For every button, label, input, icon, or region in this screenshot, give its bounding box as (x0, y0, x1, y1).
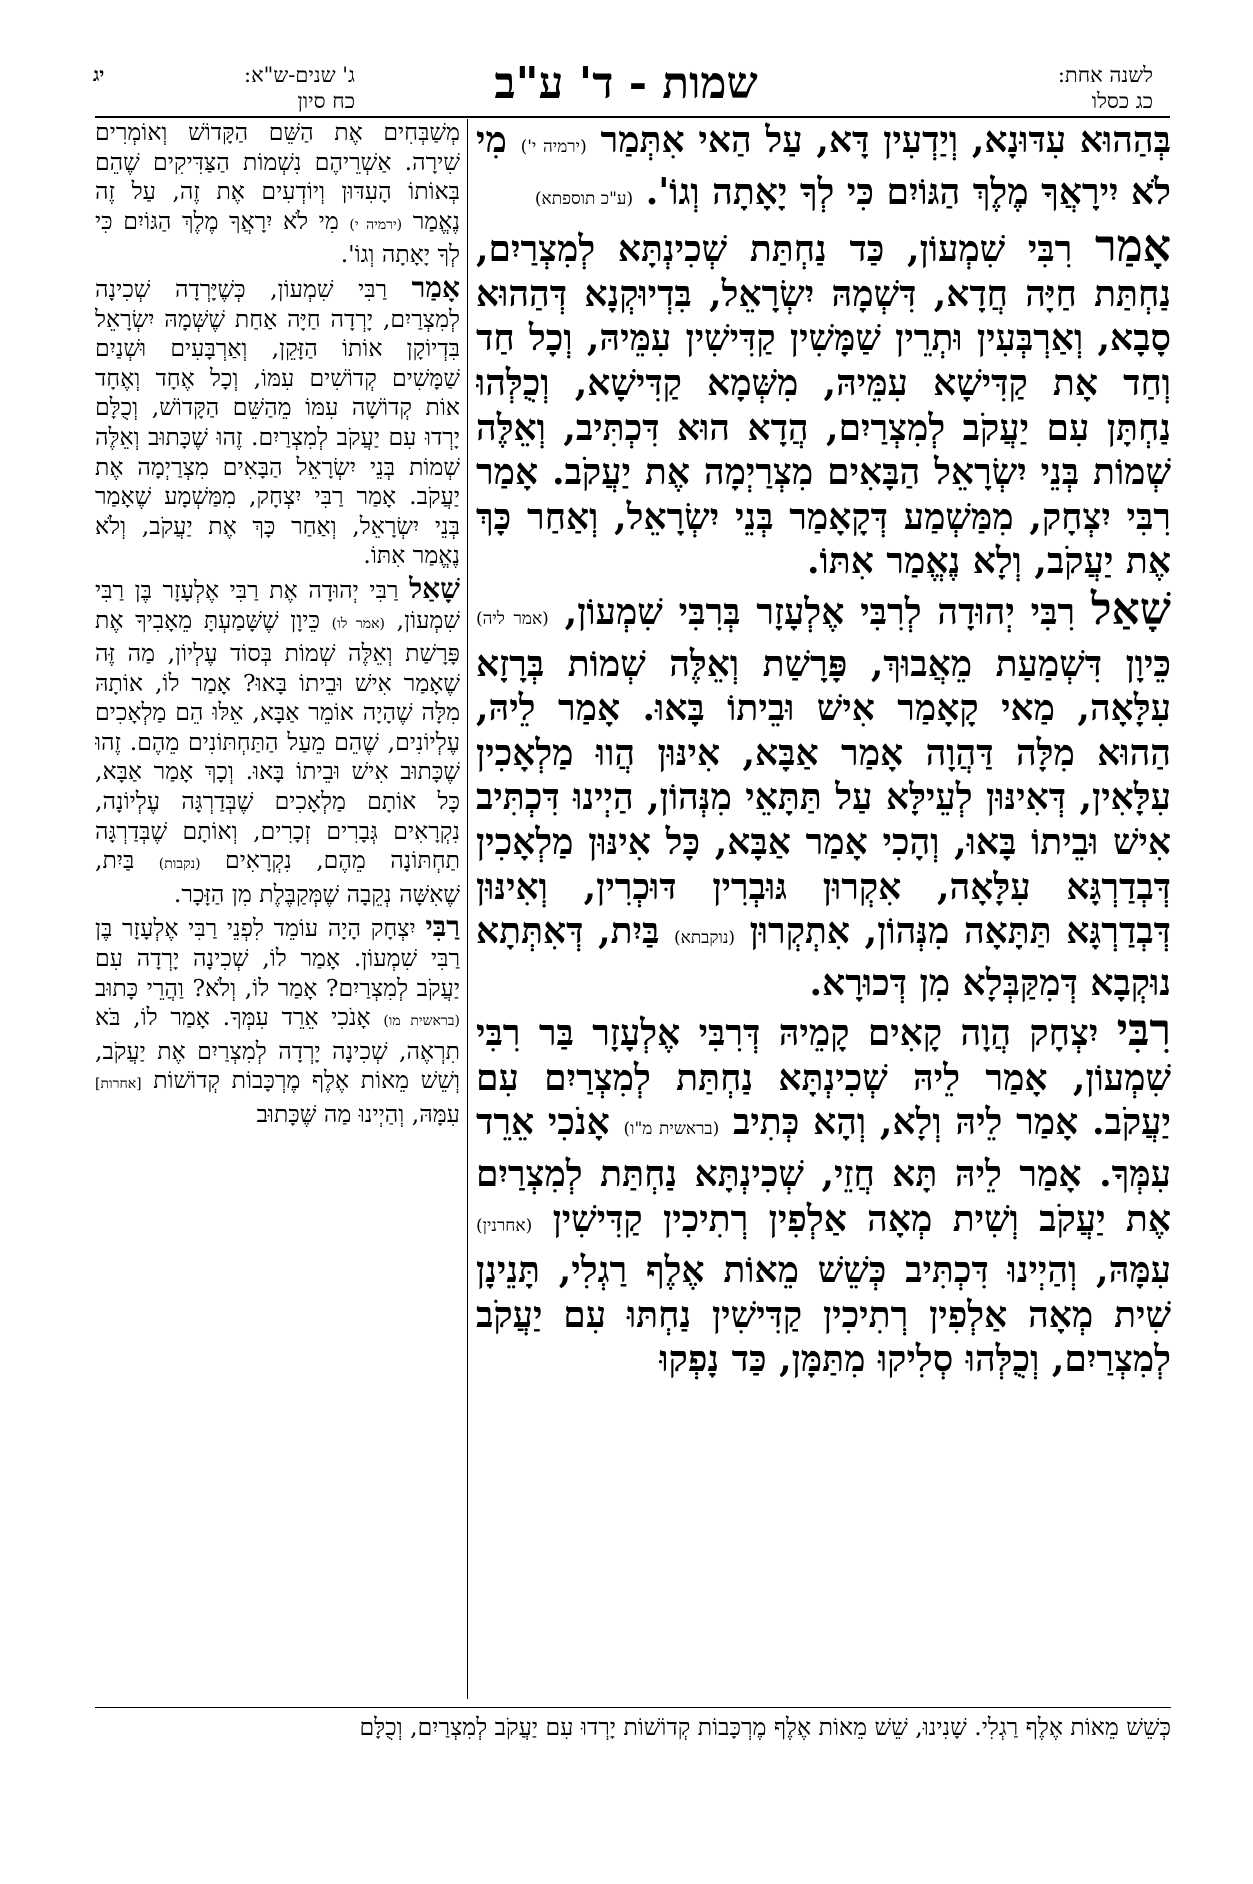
main-p4-citation: (בראשית מ"ו) (623, 1119, 720, 1140)
page-title: שמות - ד' ע"ב (494, 58, 758, 109)
main-p3-citation: (אמר ליה) (476, 608, 549, 629)
header-date-three-years (95, 62, 355, 114)
main-p2-initial: אָמַר (1095, 221, 1171, 273)
side-paragraph-4 (95, 912, 460, 1129)
side-paragraph-1 (95, 118, 460, 270)
main-p3-initial: שָׁאַל (1090, 583, 1171, 635)
bottom-continuation-line: כְּשֵׁשׁ מֵאוֹת אֶלֶף רַגְלִי. שָׁנִינוּ, שֵׁשׁ מֵאוֹת אֶלֶף מֶרְכָּבוֹת קְדוֹשׁוֹת יָרְדוּ עִם יַעֲקֹב לְמִצְרַיִם, וְכֻלָּם (95, 1707, 1171, 1742)
side-s1-text2: מִי לֹא יִרָאֲךָ מֶלֶךְ הַגּוֹיִם כִּי לְךָ יָאָתָה וְגוֹ'. (95, 206, 460, 269)
three-years-date: כח סיון (297, 89, 355, 113)
side-column-translation (95, 118, 460, 1703)
side-s4-text2: אָנֹכִי אֵרֵד עִמְּךָ. אָמַר לוֹ, בֹּא תִרְאֶה, שְׁכִינָה יָרְדָה לְמִצְרַיִם אֶת יַעֲקֹב, וְשֵׁשׁ מֵאוֹת אֶלֶף מֶרְכָּבוֹת קְדוֹשׁוֹת (95, 1003, 460, 1095)
side-s3-text: רַבִּי יְהוּדָה אֶת רַבִּי אֶלְעָזָר בֶּן רַבִּי שִׁמְעוֹן, (95, 575, 460, 634)
side-s2-initial: אָמַר (411, 270, 460, 304)
page-number: יג (93, 64, 105, 86)
side-s3-citation2: (נקבות) (158, 856, 201, 873)
side-paragraph-2 (95, 270, 460, 571)
main-paragraph-3 (476, 583, 1171, 1005)
side-s4-citation2: [אחרות] (95, 1076, 142, 1093)
main-p3-text: רִבִּי יְהוּדָה לְרִבִּי אֶלְעָזָר בְּרִבִּי שִׁמְעוֹן, (564, 590, 1076, 633)
main-p3-citation2: (נוקבתא) (673, 928, 735, 949)
three-years-label: ג' שנים-ש"א: (244, 63, 355, 87)
side-s4-text3: עִמָּהּ, וְהַיְינוּ מַה שֶּׁכָּתוּב (256, 1100, 460, 1128)
side-s3-text3: בַּיִת, שֶׁאִשָּׁה נְקֵבָה שֶׁמְּקַבֶּלֶת מִן הַזָּכָר. (95, 846, 460, 908)
side-s1-text: מְשַׁבְּחִים אֶת הַשֵּׁם הַקָּדוֹשׁ וְאוֹמְרִים שִׁירָה. אַשְׁרֵיהֶם נִשְׁמוֹת הַצַּדִּיקִים שֶׁהֵם בְּאוֹתוֹ הָעִדּוּן וְיוֹדְעִים אֶת זֶה, עַל זֶה נֶאֱמַר (95, 118, 460, 235)
main-p4-text2: אָנֹכִי אֵרֵד עִמְּךָ. אָמַר לֵיהּ תָּא חֲזֵי, שְׁכִינְתָּא נַחְתַּת לְמִצְרַיִם אֶת יַעֲקֹב וְשִׁית מְאָה אַלְפִין רְתִיכִין קַדִּישִׁין (476, 1101, 1171, 1240)
side-s3-citation: (אמר לו) (331, 615, 385, 632)
main-p4-text: יִצְחָק הֲוָה קָאִים קָמֵיהּ דְּרִבִּי אֶלְעָזָר בַּר רִבִּי שִׁמְעוֹן, אָמַר לֵיהּ שְׁכִינְתָּא נַחְתַּת לְמִצְרַיִם עִם יַעֲקֹב. אָמַר לֵיהּ וְלָא, וְהָא כְּתִיב (476, 1012, 1171, 1144)
main-p1-citation: (ירמיה י') (520, 137, 587, 157)
side-paragraph-3 (95, 571, 460, 910)
side-s4-text: יִצְחָק הָיָה עוֹמֵד לִפְנֵי רַבִּי אֶלְעָזָר בֶּן רַבִּי שִׁמְעוֹן. אָמַר לוֹ, שְׁכִינָה יָרְדָה עִם יַעֲקֹב לְמִצְרַיִם? אָמַר לוֹ, וְלֹא? וַהֲרֵי כָּתוּב (95, 914, 460, 1002)
main-column-aramaic (476, 118, 1171, 1703)
column-divider (467, 119, 468, 1699)
side-s2-text: רַבִּי שִׁמְעוֹן, כְּשֶׁיָּרְדָה שְׁכִינָה לְמִצְרַיִם, יָרְדָה חַיָּה אַחַת שֶׁשְּׁמָהּ יִשְׂרָאֵל בִּדְיוֹקָן אוֹתוֹ הַזָּקֵן, וְאַרְבָּעִים וּשְׁנַיִם שַׁמָּשִׁים קְדוֹשִׁים עִמּוֹ, וְכָל אֶחָד וְאֶחָד אוֹת קְדוֹשָׁה עִמּוֹ מֵהַשֵּׁם הַקָּדוֹשׁ, וְכֻלָּם יָרְדוּ עִם יַעֲקֹב לְמִצְרַיִם. זֶהוּ שֶׁכָּתוּב וְאֵלֶּה שְׁמוֹת בְּנֵי יִשְׂרָאֵל הַבָּאִים מִצְרַיְמָה אֶת יַעֲקֹב. אָמַר רַבִּי יִצְחָק, מִמַּשְׁמָע שֶׁאָמַר בְּנֵי יִשְׂרָאֵל, וְאַחַר כָּךְ אֶת יַעֲקֹב, וְלֹא נֶאֱמַר אִתּוֹ. (95, 274, 460, 570)
main-p4-initial: רִבִּי (1116, 1005, 1171, 1057)
side-s4-initial: רַבִּי (425, 910, 460, 944)
main-paragraph-1 (476, 118, 1171, 221)
side-s3-initial: שָׁאַל (409, 571, 460, 605)
main-p2-text: רִבִּי שִׁמְעוֹן, כַּד נַחְתַּת שְׁכִינְתָּא לְמִצְרַיִם, נַחְתַּת חַיָּה חֲדָא, דִּשְׁמָהּ יִשְׂרָאֵל, בִּדְיוּקְנָא דְּהַהוּא סָבָא, וְאַרְבְּעִין וּתְרֵין שַׁמָּשִׁין קַדִּישִׁין עִמֵּיהּ, וְכָל חַד וְחַד אָת קַדִּישָׁא עִמֵּיהּ, מִשְּׁמָא קַדִּישָׁא, וְכֻלְּהוּ נַחְתָּן עִם יַעֲקֹב לְמִצְרַיִם, הֲדָא הוּא דִּכְתִּיב, וְאֵלֶּה שְׁמוֹת בְּנֵי יִשְׂרָאֵל הַבָּאִים מִצְרַיְמָה אֶת יַעֲקֹב. אָמַר רִבִּי יִצְחָק, מִמַּשְׁמַע דְּקָאָמַר בְּנֵי יִשְׂרָאֵל, וְאַחַר כָּךְ אֶת יַעֲקֹב, וְלָא נֶאֱמַר אִתּוֹ. (476, 228, 1171, 583)
side-s3-text2: כֵּיוָן שֶׁשָּׁמַעְתָּ מֵאָבִיךָ אֶת פָּרָשַׁת וְאֵלֶּה שְׁמוֹת בְּסוֹד עֶלְיוֹן, מַה זֶּה שֶׁאָמַר אִישׁ וּבֵיתוֹ בָּאוּ? אָמַר לוֹ, אוֹתָהּ מִלָּה שֶׁהָיָה אוֹמֵר אַבָּא, אֵלּוּ הֵם מַלְאָכִים עֶלְיוֹנִים, שֶׁהֵם מֵעַל הַתַּחְתּוֹנִים מֵהֶם. זֶהוּ שֶׁכָּתוּב אִישׁ וּבֵיתוֹ בָּאוּ. וְכָךְ אָמַר אַבָּא, כָּל אוֹתָם מַלְאָכִים שֶׁבְּדַרְגָּה עֶלְיוֹנָה, נִקְרָאִים גְּבָרִים זְכָרִים, וְאוֹתָם שֶׁבְּדַרְגָּה תַחְתּוֹנָה מֵהֶם, נִקְרָאִים (95, 605, 460, 875)
main-p4-citation2: (אחרנין) (476, 1215, 533, 1236)
main-p1-text: בְּהַהוּא עִדּוּנָא, וְיַדְעִין דָּא, עַל הַאי אִתְּמַר (600, 119, 1171, 161)
main-p3-text2: כֵּיוָן דִּשְׁמַעַת מֵאֲבוּךְ, פָּרָשַׁת וְאֵלֶּה שְׁמוֹת בְּרָזָא עִלָּאָה, מַאי קָאָמַר אִישׁ וּבֵיתוֹ בָּאוּ. אָמַר לֵיהּ, הַהוּא מִלָּה דַּהֲוָה אָמַר אַבָּא, אִינּוּן הֲווּ מַלְאָכִין עִלָּאִין, דְּאִינּוּן לְעֵילָּא עַל תַּתָּאֵי מִנְּהוֹן, הַיְינוּ דִּכְתִּיב אִישׁ וּבֵיתוֹ בָּאוּ, וְהָכִי אָמַר אַבָּא, כָּל אִינּוּן מַלְאָכִין דְּבְדַרְגָּא עִלָּאָה, אִקְרוּן גּוּבְרִין דּוּכְרִין, וְאִינּוּן דְּבְדַרְגָּא תַּתָּאָה מִנְּהוֹן, אִתְקְרוּן (476, 642, 1171, 953)
main-p3-text3: בַּיִת, דְּאִתְּתָא נוּקְבָא דְּמִקַּבְּלָא מִן דְּכוּרָא. (476, 910, 1171, 1004)
main-paragraph-4 (476, 1005, 1171, 1382)
one-year-date: כג כסלו (1091, 89, 1153, 113)
main-paragraph-2 (476, 221, 1171, 584)
one-year-label: לשנה אחת: (1057, 63, 1153, 87)
side-s4-citation: (בראשית מו) (383, 1013, 460, 1030)
side-s1-citation: (ירמיה י) (349, 216, 403, 233)
main-p1-text2: מִי לֹא יִירָאֲךָ מֶלֶךְ הַגּוֹיִם כִּי לְךָ יָאָתָה וְגוֹ'. (476, 119, 1171, 213)
main-p1-citation2: (ע"כ תוספתא) (534, 188, 634, 209)
header-date-one-year (893, 62, 1153, 114)
main-p4-text3: עִמָּהּ, וְהַיְינוּ דִּכְתִּיב כְּשֵׁשׁ מֵאוֹת אֶלֶף רַגְלִי, תָּנֵינָן שִׁית מְאָה אַלְפִין רְתִיכִין קַדִּישִׁין נַחְתּוּ עִם יַעֲקֹב לְמִצְרַיִם, וְכֻלְּהוּ סְלִיקוּ מִתַּמָּן, כַּד נָפְקוּ (476, 1249, 1171, 1381)
